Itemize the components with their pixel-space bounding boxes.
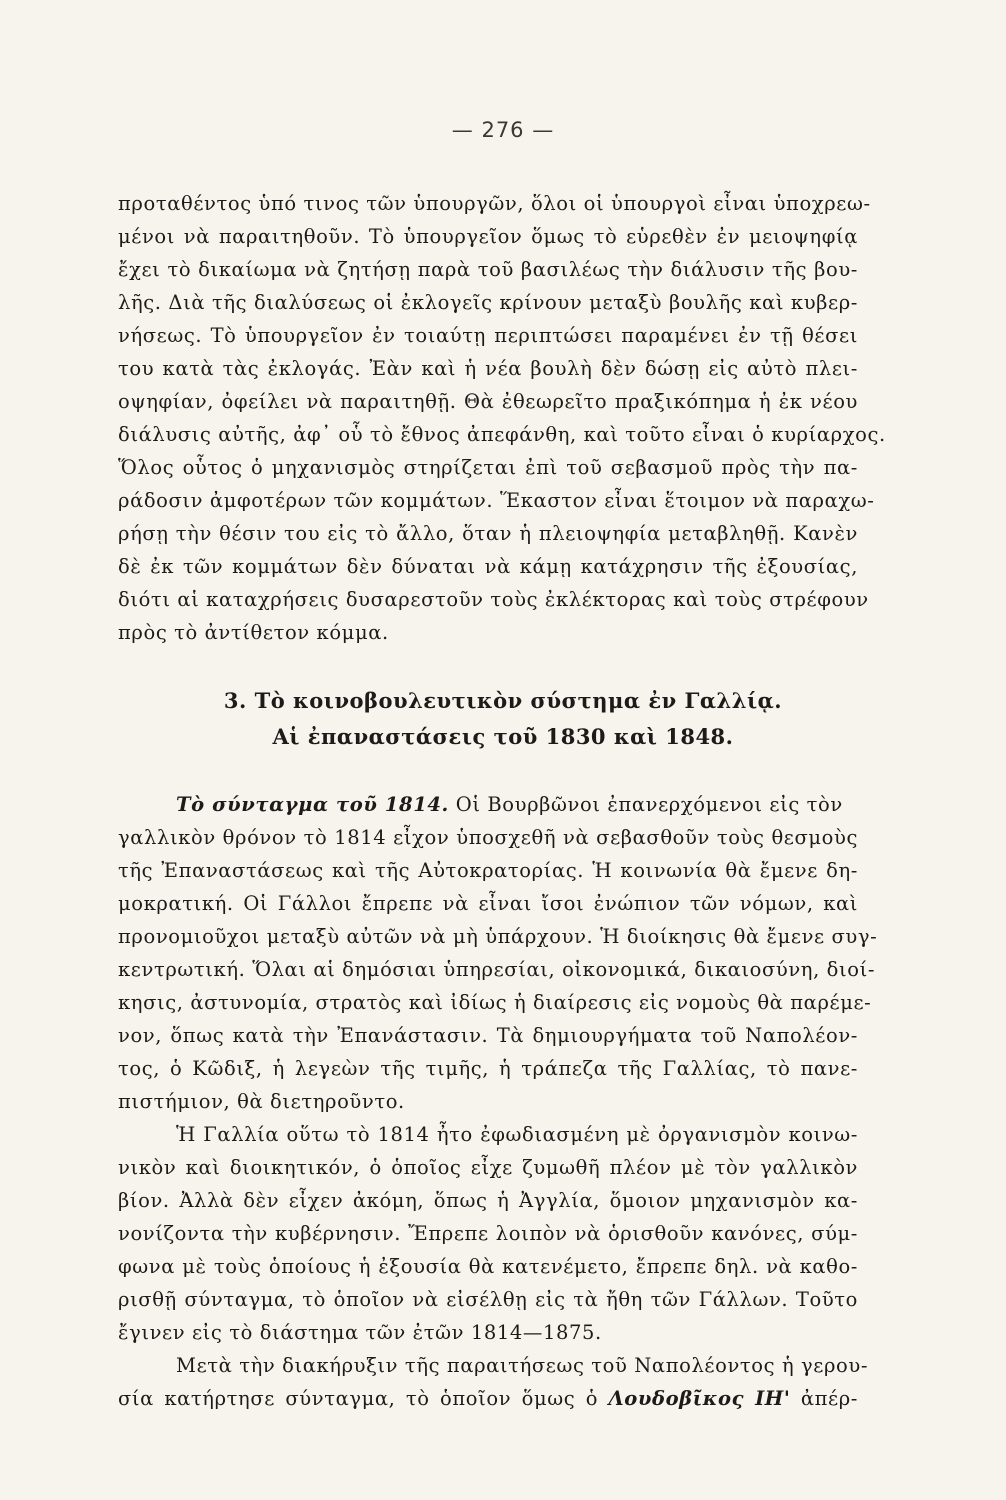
text-line: δὲ ἐκ τῶν κομμάτων δὲν δύναται νὰ κάμῃ κατάχρησιν τῆς ἐξουσίας, xyxy=(118,555,858,578)
text-line: νικὸν καὶ διοικητικόν, ὁ ὁποῖος εἶχε ζυμωθῆ πλέον μὲ τὸν γαλλικὸν xyxy=(118,1156,858,1179)
paragraph-first-line: Ἡ Γαλλία οὕτω τὸ 1814 ἦτο ἐφωδιασμένη μὲ ὀργανισμὸν κοινω- xyxy=(176,1123,858,1146)
text-line: διάλυσις αὐτῆς, ἀφ᾽ οὗ τὸ ἔθνος ἀπεφάνθη, καὶ τοῦτο εἶναι ὁ κυρίαρχος. xyxy=(118,423,886,446)
text-line: ἔγινεν εἰς τὸ διάστημα τῶν ἐτῶν 1814—1875. xyxy=(118,1321,602,1344)
text-line: τῆς Ἐπαναστάσεως καὶ τῆς Αὐτοκρατορίας. Ἡ κοινωνία θὰ ἔμενε δη- xyxy=(118,859,858,882)
text-line: νονίζοντα τὴν κυβέρνησιν. Ἔπρεπε λοιπὸν νὰ ὁρισθοῦν κανόνες, σύμ- xyxy=(118,1222,858,1245)
text-line: φωνα μὲ τοὺς ὁποίους ἡ ἐξουσία θὰ κατενέμετο, ἔπρεπε δηλ. νὰ καθο- xyxy=(118,1255,858,1278)
text-line: ρήσῃ τὴν θέσιν του εἰς τὸ ἄλλο, ὅταν ἡ πλειοψηφία μεταβληθῇ. Κανὲν xyxy=(118,522,858,545)
page-number: — 276 — xyxy=(451,118,555,142)
text-line: πιστήμιον, θὰ διετηροῦντο. xyxy=(118,1090,405,1113)
text-line: νον, ὅπως κατὰ τὴν Ἐπανάστασιν. Τὰ δημιουργήματα τοῦ Ναπολέον- xyxy=(118,1024,858,1047)
text-line xyxy=(118,1385,858,1413)
text-line: κεντρωτική. Ὅλαι αἱ δημόσιαι ὑπηρεσίαι, οἰκονομικά, δικαιοσύνη, διοί- xyxy=(118,958,876,981)
text-line: προταθέντος ὑπό τινος τῶν ὑπουργῶν, ὅλοι οἱ ὑπουργοὶ εἶναι ὑποχρεω- xyxy=(118,192,871,215)
emphasis-name: Λουδοβῖκος ΙΗ' xyxy=(608,1387,791,1410)
text-line: νήσεως. Τὸ ὑπουργεῖον ἐν τοιαύτῃ περιπτώσει παραμένει ἐν τῇ θέσει xyxy=(118,324,858,347)
text-line: ἔχει τὸ δικαίωμα νὰ ζητήσῃ παρὰ τοῦ βασιλέως τὴν διάλυσιν τῆς βου- xyxy=(118,258,858,281)
section-heading-line2: Αἱ ἐπαναστάσεις τοῦ 1830 καὶ 1848. xyxy=(272,724,734,749)
paragraph-first-line xyxy=(176,791,858,819)
paragraph-lead: Τὸ σύνταγμα τοῦ 1814. xyxy=(176,793,449,816)
text-line: διότι αἱ καταχρήσεις δυσαρεστοῦν τοὺς ἐκλέκτορας καὶ τοὺς στρέφουν xyxy=(118,588,869,611)
text-line: οψηφίαν, ὀφείλει νὰ παραιτηθῇ. Θὰ ἐθεωρεῖτο πραξικόπημα ἡ ἐκ νέου xyxy=(118,390,858,413)
text-line: μένοι νὰ παραιτηθοῦν. Τὸ ὑπουργεῖον ὅμως τὸ εὑρεθὲν ἐν μειοψηφίᾳ xyxy=(118,225,858,248)
text-line: πρὸς τὸ ἀντίθετον κόμμα. xyxy=(118,621,389,644)
text-line: Ὅλος οὗτος ὁ μηχανισμὸς στηρίζεται ἐπὶ τοῦ σεβασμοῦ πρὸς τὴν πα- xyxy=(118,456,858,479)
paragraph-first-line: Μετὰ τὴν διακήρυξιν τῆς παραιτήσεως τοῦ Ναπολέοντος ἡ γερου- xyxy=(176,1354,869,1377)
text-line: κησις, ἀστυνομία, στρατὸς καὶ ἰδίως ἡ διαίρεσις εἰς νομοὺς θὰ παρέμε- xyxy=(118,991,872,1014)
text-line: ρισθῇ σύνταγμα, τὸ ὁποῖον νὰ εἰσέλθῃ εἰς τὰ ἤθη τῶν Γάλλων. Τοῦτο xyxy=(118,1288,858,1311)
text-segment: ἀπέρ- xyxy=(800,1387,858,1410)
section-heading-line1: 3. Τὸ κοινοβουλευτικὸν σύστημα ἐν Γαλλίᾳ. xyxy=(223,688,783,713)
text-line: τος, ὁ Κῶδιξ, ἡ λεγεὼν τῆς τιμῆς, ἡ τράπεζα τῆς Γαλλίας, τὸ πανε- xyxy=(118,1057,858,1080)
text-line: βίον. Ἀλλὰ δὲν εἶχεν ἀκόμη, ὅπως ἡ Ἀγγλία, ὅμοιον μηχανισμὸν κα- xyxy=(118,1189,858,1212)
text-line: του κατὰ τὰς ἐκλογάς. Ἐὰν καὶ ἡ νέα βουλὴ δὲν δώσῃ εἰς αὐτὸ πλει- xyxy=(118,357,858,380)
text-line: προνομιοῦχοι μεταξὺ αὐτῶν νὰ μὴ ὑπάρχουν. Ἡ διοίκησις θὰ ἔμενε συγ- xyxy=(118,925,878,948)
text-line: ράδοσιν ἀμφοτέρων τῶν κομμάτων. Ἕκαστον εἶναι ἕτοιμον νὰ παραχω- xyxy=(118,489,875,512)
text-line: μοκρατική. Οἱ Γάλλοι ἔπρεπε νὰ εἶναι ἴσοι ἐνώπιον τῶν νόμων, καὶ xyxy=(118,892,858,915)
text-segment: σία κατήρτησε σύνταγμα, τὸ ὁποῖον ὅμως ὁ xyxy=(118,1387,599,1410)
text-line: γαλλικὸν θρόνον τὸ 1814 εἶχον ὑποσχεθῆ νὰ σεβασθοῦν τοὺς θεσμοὺς xyxy=(118,826,858,849)
paragraph-first-line-text: Οἱ Βουρβῶνοι ἐπανερχόμενοι εἰς τὸν xyxy=(455,793,843,816)
text-line: λῆς. Διὰ τῆς διαλύσεως οἱ ἐκλογεῖς κρίνουν μεταξὺ βουλῆς καὶ κυβερ- xyxy=(118,291,858,314)
